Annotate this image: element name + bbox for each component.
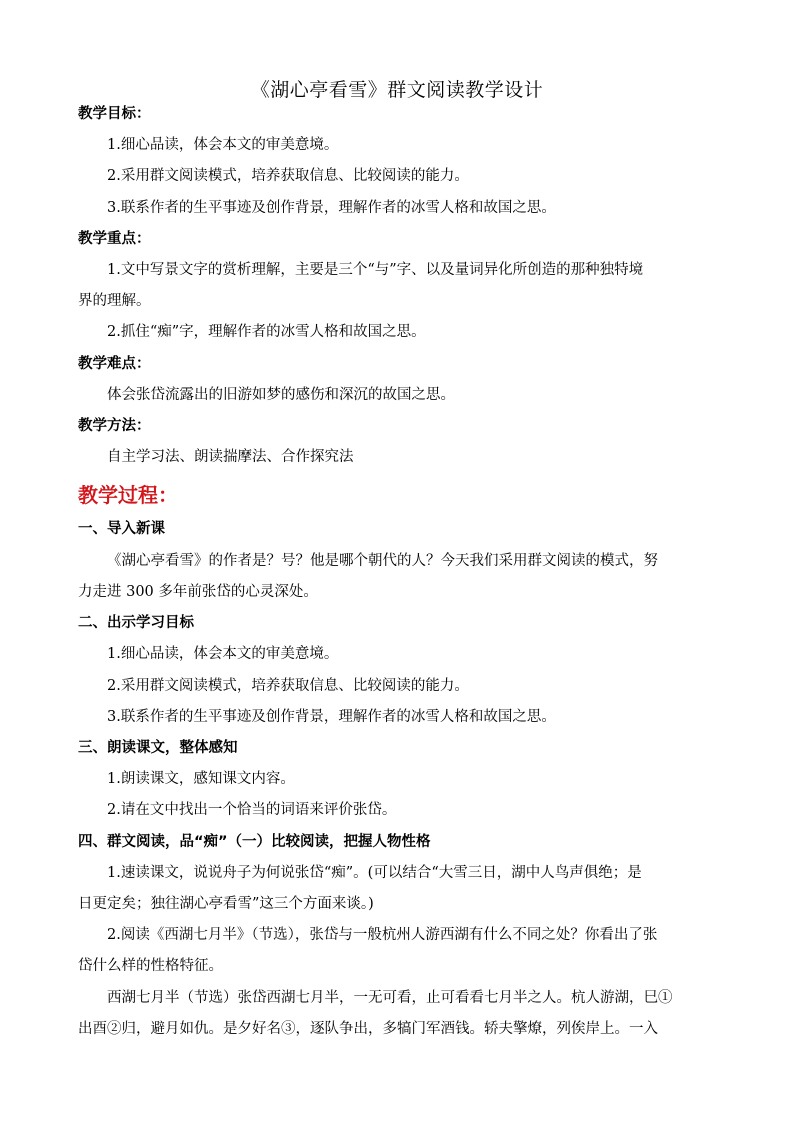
section-1-line-1: 《湖心亭看雪》的作者是？号？他是哪个朝代的人？今天我们采用群文阅读的模式，努 — [107, 553, 658, 569]
process-heading: 教学过程： — [78, 483, 178, 507]
focus-heading: 教学重点： — [78, 231, 151, 247]
excerpt-line-1: 西湖七月半（节选）张岱西湖七月半，一无可看，止可看看七月半之人。杭人游湖，巳① — [107, 990, 673, 1006]
section-3-item-1: 1.朗读课文，感知课文内容。 — [107, 771, 295, 787]
excerpt-line-2: 出酉②归，避月如仇。是夕好名③，逐队争出，多犒门军酒钱。轿夫擎燎，列俟岸上。一入 — [78, 1021, 658, 1037]
section-3-item-2: 2.请在文中找出一个恰当的词语来评价张岱。 — [107, 802, 397, 818]
section-4-item-2-line-2: 岱什么样的性格特征。 — [78, 958, 223, 974]
section-1-line-2: 力走进 300 多年前张岱的心灵深处。 — [78, 584, 318, 600]
section-2-heading: 二、出示学习目标 — [78, 615, 194, 631]
section-2-item-3: 3.联系作者的生平事迹及创作背景，理解作者的冰雪人格和故国之思。 — [107, 709, 556, 725]
difficulty-text: 体会张岱流露出的旧游如梦的感伤和深沉的故国之思。 — [107, 387, 455, 403]
focus-item-1-line-1: 1.文中写景文字的赏析理解，主要是三个“与”字、以及量词异化所创造的那种独特境 — [107, 262, 644, 278]
section-4-item-1-line-1: 1.速读课文，说说舟子为何说张岱“痴”。(可以结合“大雪三日，湖中人鸟声俱绝；是 — [107, 865, 642, 881]
section-4-item-2-line-1: 2.阅读《西湖七月半》（节选），张岱与一般杭州人游西湖有什么不同之处？你看出了张 — [107, 927, 658, 943]
section-2-item-2: 2.采用群文阅读模式，培养获取信息、比较阅读的能力。 — [107, 678, 469, 694]
section-4-item-1-line-2: 日更定矣；独往湖心亭看雪”这三个方面来谈。) — [78, 896, 374, 912]
goals-heading: 教学目标： — [78, 106, 151, 122]
section-2-item-1: 1.细心品读，体会本文的审美意境。 — [107, 646, 339, 662]
goal-item-1: 1.细心品读，体会本文的审美意境。 — [107, 137, 339, 153]
goal-item-2: 2.采用群文阅读模式，培养获取信息、比较阅读的能力。 — [107, 168, 469, 184]
section-4-heading: 四、群文阅读，品“痴”（一）比较阅读，把握人物性格 — [78, 834, 431, 850]
focus-item-2: 2.抓住“痴”字，理解作者的冰雪人格和故国之思。 — [107, 324, 426, 340]
method-heading: 教学方法： — [78, 418, 151, 434]
goal-item-3: 3.联系作者的生平事迹及创作背景，理解作者的冰雪人格和故国之思。 — [107, 200, 556, 216]
method-text: 自主学习法、朗读揣摩法、合作探究法 — [107, 449, 354, 465]
focus-item-1-line-2: 界的理解。 — [78, 293, 151, 309]
difficulty-heading: 教学难点： — [78, 356, 151, 372]
section-1-heading: 一、导入新课 — [78, 521, 165, 537]
page-title: 《湖心亭看雪》群文阅读教学设计 — [250, 79, 544, 101]
section-3-heading: 三、朗读课文，整体感知 — [78, 740, 238, 756]
